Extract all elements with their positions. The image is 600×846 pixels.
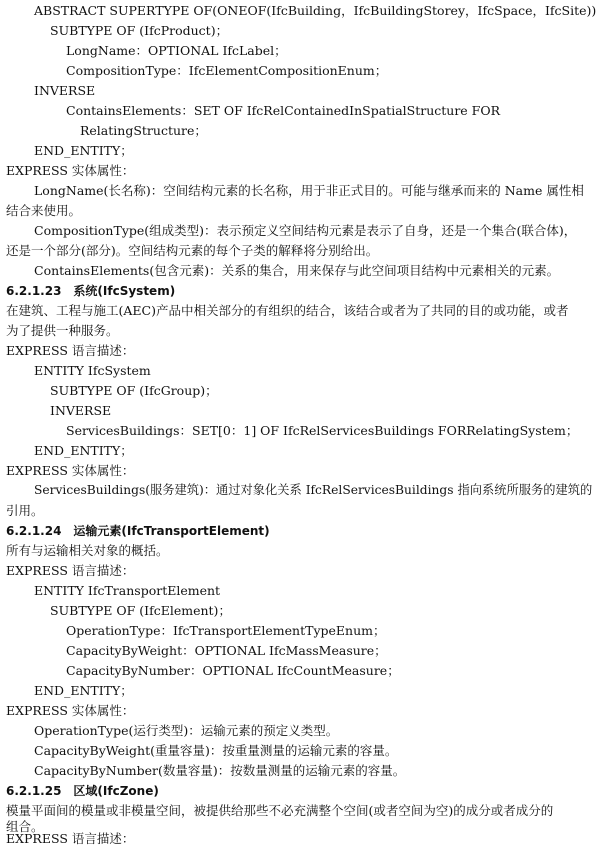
- text-line: 所有与运输相关对象的概括。: [6, 543, 169, 558]
- code-line-longname: LongName：OPTIONAL IfcLabel；: [66, 43, 287, 58]
- text-line: 还是一个部分(部分)。空间结构元素的每个子类的解释将分别给出。: [6, 243, 379, 258]
- text-line: LongName(长名称)：空间结构元素的长名称，用于非正式目的。可能与继承而来的 Name 属性相: [34, 183, 584, 198]
- code-line-compositiontype: CompositionType：IfcElementCompositionEnum；: [66, 63, 388, 78]
- label-express-attributes: EXPRESS 实体属性：: [6, 463, 135, 478]
- text-line: ServicesBuildings(服务建筑)：通过对象化关系 IfcRelServicesBuildings 指向系统所服务的建筑的: [34, 483, 593, 497]
- code-line-relatingstructure: RelatingStructure；: [80, 123, 207, 138]
- label-express-description: EXPRESS 语言描述：: [6, 563, 135, 578]
- code-line-inverse: INVERSE: [34, 83, 96, 98]
- text-line: 模量平面间的模量或非模量空间，被提供给那些不必充满整个空间(或者空间为空)的成分或者成分的: [6, 803, 554, 818]
- label-express-description: EXPRESS 语言描述：: [6, 343, 135, 358]
- section-heading-ifctransportelement: 6.2.1.24 运输元素(IfcTransportElement): [6, 524, 270, 538]
- text-line: 结合来使用。: [6, 203, 82, 218]
- text-line: ContainsElements(包含元素)：关系的集合，用来保存与此空间项目结构中元素相关的元素。: [34, 263, 560, 278]
- text-line: CompositionType(组成类型)：表示预定义空间结构元素是表示了自身，还是一个集合(联合体)，: [34, 223, 577, 238]
- text-line: CapacityByNumber(数量容量)：按数量测量的运输元素的容量。: [34, 763, 406, 778]
- section-heading-ifcsystem: 6.2.1.23 系统(IfcSystem): [6, 284, 176, 298]
- code-line-capacitybyweight: CapacityByWeight：OPTIONAL IfcMassMeasure；: [66, 643, 387, 658]
- code-line-subtype: SUBTYPE OF (IfcElement)；: [50, 603, 231, 618]
- label-express-description: EXPRESS 语言描述：: [6, 831, 135, 846]
- code-line-capacitybynumber: CapacityByNumber：OPTIONAL IfcCountMeasure；: [66, 663, 400, 678]
- code-line-entity: ENTITY IfcTransportElement: [34, 583, 221, 598]
- code-line-end-entity: END_ENTITY；: [34, 443, 133, 458]
- text-line: CapacityByWeight(重量容量)：按重量测量的运输元素的容量。: [34, 743, 398, 758]
- text-line: 组合。: [6, 819, 44, 834]
- text-line: 在建筑、工程与施工(AEC)产品中相关部分的有组织的结合，该结合或者为了共同的目的或功能，或者: [6, 303, 569, 318]
- code-line-subtype: SUBTYPE OF (IfcProduct)；: [50, 23, 229, 38]
- label-express-attributes: EXPRESS 实体属性：: [6, 703, 135, 718]
- text-line: 引用。: [6, 503, 44, 518]
- code-line-operationtype: OperationType：IfcTransportElementTypeEnum；: [66, 623, 386, 638]
- code-line-entity: ENTITY IfcSystem: [34, 363, 151, 378]
- text-line: OperationType(运行类型)：运输元素的预定义类型。: [34, 723, 339, 738]
- code-line-end-entity: END_ENTITY；: [34, 683, 133, 698]
- label-express-attributes: EXPRESS 实体属性：: [6, 163, 135, 178]
- code-line-inverse: INVERSE: [50, 403, 112, 418]
- code-line-containselements: ContainsElements：SET OF IfcRelContainedInSpatialStructure FOR: [66, 103, 501, 118]
- code-line-abstract-supertype: ABSTRACT SUPERTYPE OF(ONEOF(IfcBuilding，IfcBuildingStorey，IfcSpace，IfcSite)): [34, 3, 597, 18]
- code-line-servicesbuildings: ServicesBuildings：SET[0：1] OF IfcRelServicesBuildings FORRelatingSystem；: [66, 423, 579, 438]
- text-line: 为了提供一种服务。: [6, 323, 119, 338]
- section-heading-ifczone: 6.2.1.25 区域(IfcZone): [6, 784, 159, 798]
- code-line-subtype: SUBTYPE OF (IfcGroup)；: [50, 383, 218, 398]
- code-line-end-entity: END_ENTITY；: [34, 143, 133, 158]
